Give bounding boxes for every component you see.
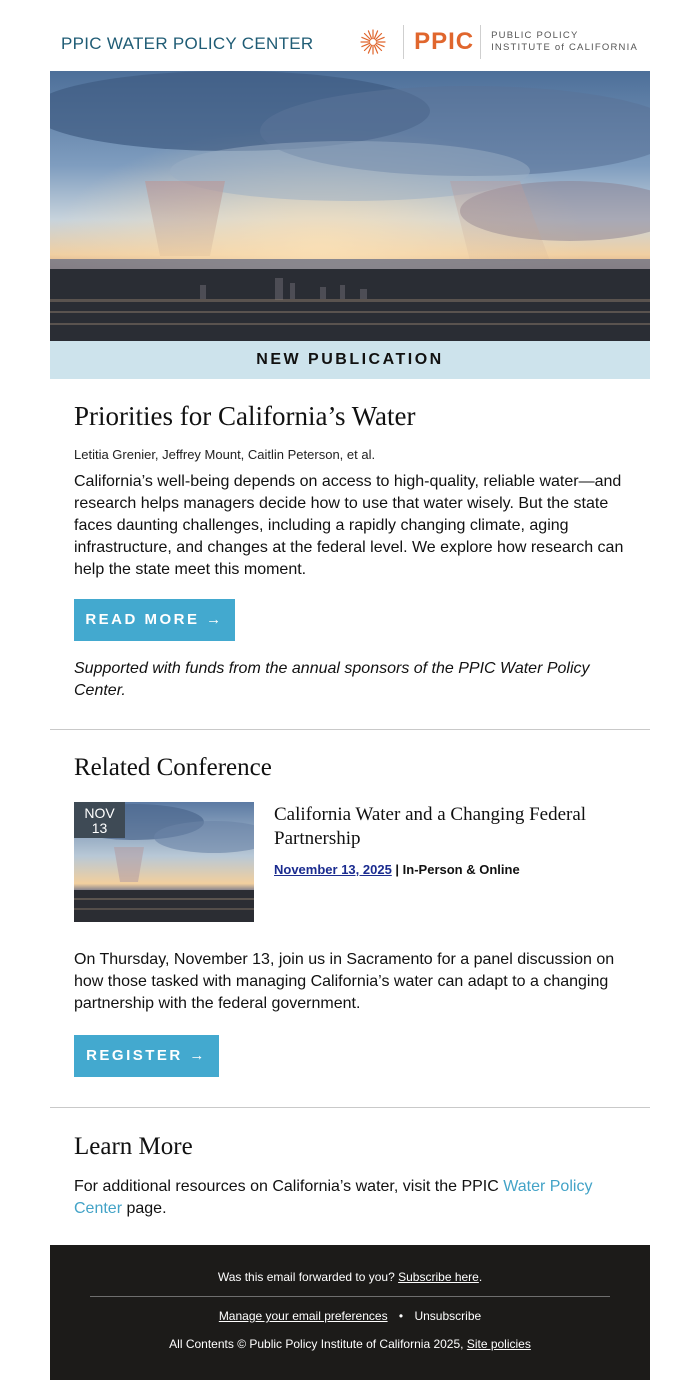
- copyright-line: [50, 1337, 650, 1351]
- publication-description: California’s well-being depends on access to high-quality, reliable water—and research helps managers decide how to use that water wisely. But the state faces daunting challenges, including a rapidly changing climate, aging infrastructure, and changes at the federal level. We explore how research can help the state meet this moment.: [74, 473, 624, 578]
- brand-title[interactable]: PPIC WATER POLICY CENTER: [61, 34, 314, 53]
- footer-divider: [90, 1296, 610, 1297]
- date-day: 13: [91, 820, 108, 836]
- support-note: Supported with funds from the annual sponsors of the PPIC Water Policy Center.: [74, 660, 590, 699]
- read-more-button[interactable]: READ MORE →: [74, 599, 235, 641]
- learn-more-heading: Learn More: [74, 1133, 193, 1160]
- ppic-subtitle-line1: PUBLIC POLICY: [491, 30, 579, 41]
- site-policies-link[interactable]: Site policies: [466, 1337, 531, 1351]
- conference-date-link[interactable]: November 13, 2025: [274, 862, 392, 877]
- learn-more-text: [74, 1176, 629, 1220]
- water-policy-center-link[interactable]: Water Policy Center: [74, 1178, 593, 1217]
- preferences-line: [50, 1309, 650, 1323]
- logo-divider: [480, 25, 481, 59]
- manage-preferences-link[interactable]: Manage your email preferences: [218, 1309, 388, 1323]
- email-header: [50, 0, 650, 70]
- related-conference-heading: Related Conference: [74, 754, 272, 781]
- conference-description: On Thursday, November 13, join us in Sacramento for a panel discussion on how those tasked with managing California’s water can adapt to a changing partnership with the federal government.: [74, 951, 615, 1012]
- conference-meta: [274, 862, 520, 877]
- learn-more-text-after: page.: [122, 1200, 167, 1217]
- section-divider: [50, 1107, 650, 1108]
- publication-title[interactable]: Priorities for California’s Water: [74, 401, 416, 431]
- learn-more-text-before: For additional resources on California’s water, visit the PPIC: [74, 1178, 504, 1195]
- forwarded-period: .: [478, 1270, 483, 1284]
- sunburst-icon: [359, 28, 387, 56]
- email-footer: [50, 1245, 650, 1380]
- subscribe-link[interactable]: Subscribe here: [398, 1270, 479, 1284]
- hero-image-graphic: [50, 71, 650, 341]
- new-publication-banner: NEW PUBLICATION: [50, 341, 650, 379]
- footer-bullet: •: [398, 1309, 404, 1323]
- ppic-subtitle: [491, 30, 638, 54]
- logo-divider: [403, 25, 404, 59]
- date-month: NOV: [84, 805, 115, 821]
- conference-format: | In-Person & Online: [391, 862, 520, 877]
- copyright-text: All Contents © Public Policy Institute of California 2025,: [169, 1337, 467, 1351]
- hero-image[interactable]: [50, 71, 650, 341]
- unsubscribe-link[interactable]: Unsubscribe: [414, 1309, 482, 1323]
- ppic-subtitle-line2: INSTITUTE of CALIFORNIA: [491, 42, 638, 53]
- forwarded-line: [50, 1270, 650, 1284]
- ppic-wordmark: PPIC: [414, 28, 475, 55]
- ppic-logo[interactable]: [359, 24, 638, 60]
- section-divider: [50, 729, 650, 730]
- register-button[interactable]: REGISTER →: [74, 1035, 219, 1077]
- conference-date-tag: [74, 802, 125, 838]
- forwarded-text: Was this email forwarded to you?: [217, 1270, 399, 1284]
- publication-authors: Letitia Grenier, Jeffrey Mount, Caitlin Peterson, et al.: [74, 447, 376, 462]
- conference-title[interactable]: California Water and a Changing Federal Partnership: [274, 804, 587, 849]
